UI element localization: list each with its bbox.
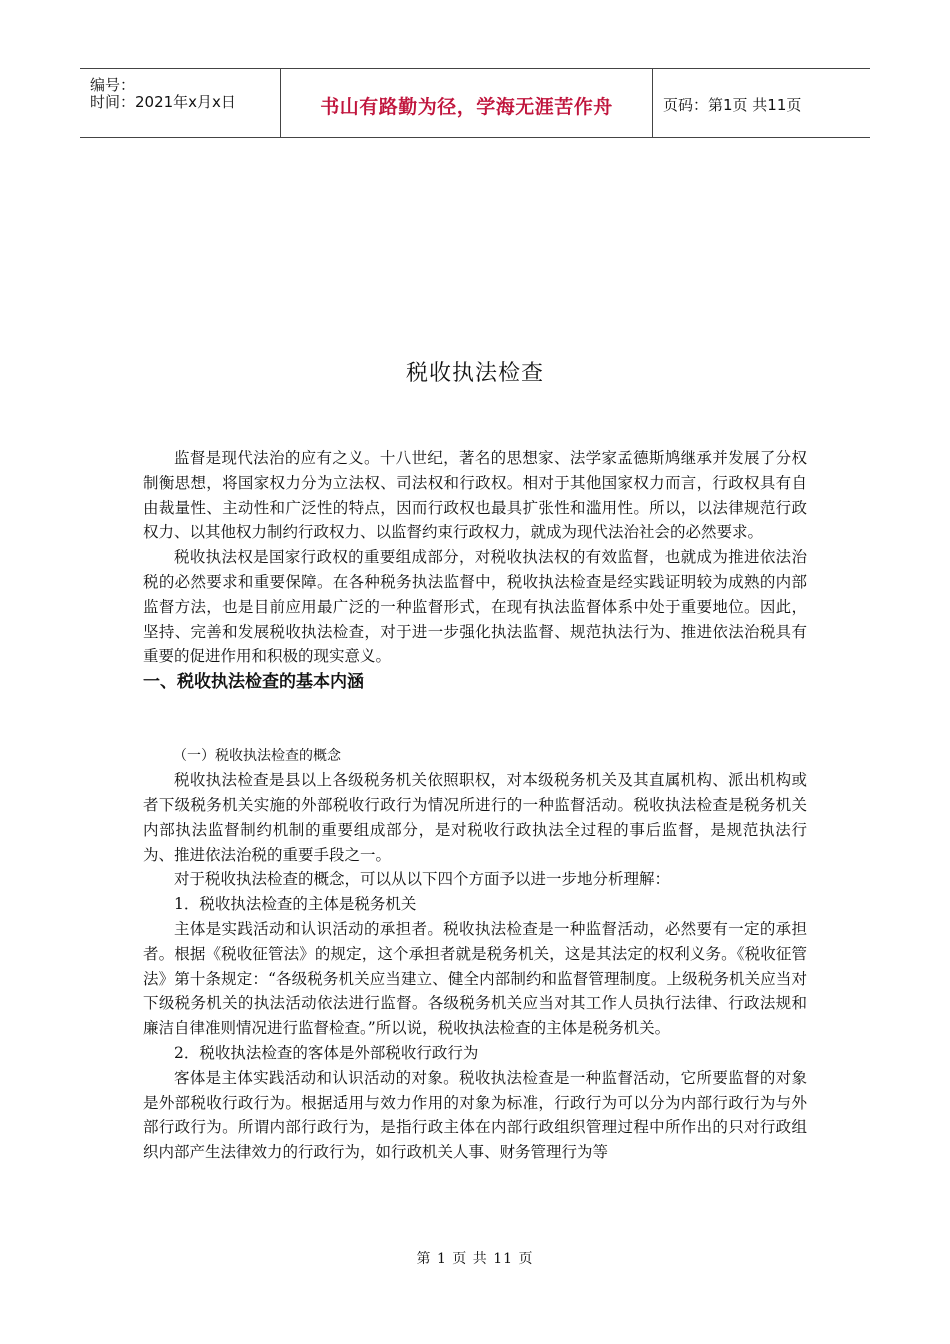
- header-meta-cell: [80, 69, 281, 137]
- intro-paragraph-1: 监督是现代法治的应有之义。十八世纪，著名的思想家、法学家孟德斯鸠继承并发展了分权制衡思想，将国家权力分为立法权、司法权和行政权。相对于其他国家权力而言，行政权具有自由裁量性、主动性和广泛性的特点，因而行政权也最具扩张性和滥用性。所以，以法律规范行政权力、以其他权力制约行政权力、以监督约束行政权力，就成为现代法治社会的必然要求。: [143, 449, 807, 542]
- concept-paragraph-1: 税收执法检查是县以上各级税务机关依照职权，对本级税务机关及其直属机构、派出机构或者下级税务机关实施的外部税收行政行为情况所进行的一种监督活动。税收执法检查是税务机关内部执法监督制约机制的重要组成部分，是对税收行政执法全过程的事后监督，是规范执法行为、推进依法治税的重要手段之一。: [143, 771, 807, 864]
- item-2-paragraph: 客体是主体实践活动和认识活动的对象。税收执法检查是一种监督活动，它所要监督的对象是外部税收行政行为。根据适用与效力作用的对象为标准，行政行为可以分为内部行政行为与外部行政行为。所谓内部行政行为，是指行政主体在内部行政组织管理过程中所作出的只对行政组织内部产生法律效力的行政行为，如行政机关人事、财务管理行为等: [143, 1068, 807, 1162]
- concept-paragraph-2: 对于税收执法检查的概念，可以从以下四个方面予以进一步地分析理解：: [174, 870, 671, 889]
- header-page-cell: [653, 69, 870, 137]
- item-1-paragraph: 主体是实践活动和认识活动的承担者。税收执法检查是一种监督活动，必然要有一定的承担者。根据《税收征管法》的规定，这个承担者就是税务机关，这是其法定的权利义务。《税收征管法》第十条规定：“各级税务机关应当建立、健全内部制约和监督管理制度。上级税务机关应当对下级税务机关的执法活动依法进行监督。各级税务机关应当对其工作人员执行法律、行政法规和廉洁自律准则情况进行监督检查。”所以说，税收执法检查的主体是税务机关。: [143, 919, 807, 1038]
- page-footer: 第 1 页 共 11 页: [416, 1251, 534, 1267]
- document-title: 税收执法检查: [405, 361, 544, 386]
- item-1-heading: 1．税收执法检查的主体是税务机关: [174, 895, 417, 914]
- document-number-label: 编号：: [90, 76, 136, 94]
- section-spacer: [143, 695, 807, 744]
- document-body: [143, 446, 807, 1165]
- section-heading: 一、税收执法检查的基本内涵: [143, 672, 364, 693]
- subsection-heading: （一）税收执法检查的概念: [173, 748, 341, 765]
- header-motto-cell: [281, 69, 653, 137]
- header-motto: 书山有路勤为径，学海无涯苦作舟: [320, 96, 613, 118]
- document-date-label: 时间：2021年x月x日: [90, 93, 236, 111]
- document-header: [80, 68, 870, 138]
- intro-paragraph-2: 税收执法权是国家行政权的重要组成部分，对税收执法权的有效监督，也就成为推进依法治税的必然要求和重要保障。在各种税务执法监督中，税收执法检查是经实践证明较为成熟的内部监督方法，也是目前应用最广泛的一种监督形式，在现有执法监督体系中处于重要地位。因此，坚持、完善和发展税收执法检查，对于进一步强化执法监督、规范执法行为、推进依法治税具有重要的促进作用和积极的现实意义。: [143, 548, 807, 666]
- header-page-info: 页码：第1页 共11页: [663, 96, 802, 114]
- item-2-heading: 2．税收执法检查的客体是外部税收行政行为: [174, 1043, 479, 1062]
